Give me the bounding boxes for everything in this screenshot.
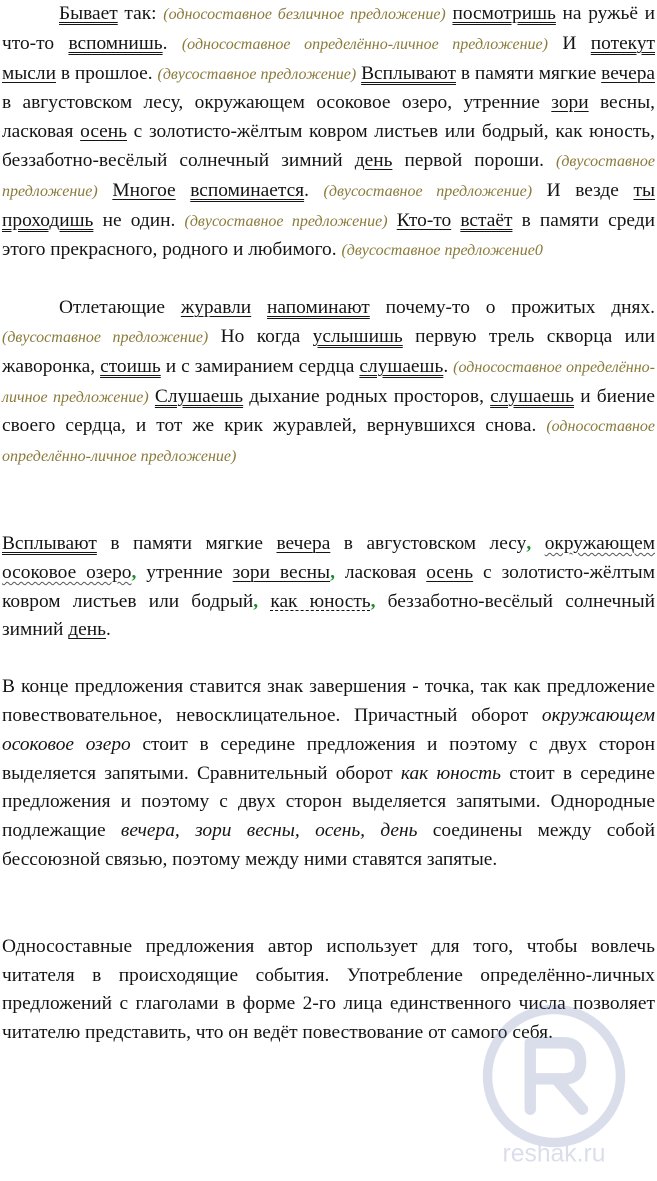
text-run xyxy=(388,210,397,231)
predicate: вспомнишь xyxy=(68,32,163,54)
text-run: первую трель скворца или жаворонка, xyxy=(2,325,655,377)
conclusion-paragraph: Односоставные предложения автор использует для того, чтобы вовлечь читателя в происходящие события. Употребление определённо-личных предложений с глаголами в форме 2-го лица единственного числа позволяет читателю представить, что он ведёт повествование от самого себя. xyxy=(2,935,655,1044)
paragraph-gap xyxy=(2,645,655,673)
subject: Кто-то xyxy=(396,209,452,231)
annotation-note: (двусоставное предложение) xyxy=(2,328,209,346)
paragraph-gap xyxy=(2,472,655,530)
predicate: слушаешь xyxy=(359,355,444,377)
subject: день xyxy=(354,149,393,171)
highlighted-comma: , xyxy=(370,590,376,612)
watermark-text: reshak.ru xyxy=(502,1140,606,1168)
text-run: дыхание родных просторов, xyxy=(243,385,491,407)
text-run: в августовском лесу, окружающем осоковое озеро, утренние xyxy=(2,92,552,114)
text-run: в памяти среди этого прекрасного, родного и любимого. xyxy=(2,209,655,261)
annotation-note: (двусоставное предложение0 xyxy=(341,242,543,260)
text-run: . xyxy=(162,32,182,54)
predicate: вспоминается xyxy=(190,179,305,201)
subject: вечера xyxy=(276,532,331,554)
text-run: . xyxy=(304,179,324,201)
text-run xyxy=(451,210,460,231)
subject: вечера xyxy=(601,62,655,84)
text-run: стоит в середине предложения и поэтому с двух сторон выделяется запятыми. Сравнительный оборот xyxy=(2,733,656,784)
text-run: . xyxy=(106,619,111,641)
subject: ты xyxy=(633,179,655,201)
text-run: не один. xyxy=(93,209,185,231)
highlighted-comma: , xyxy=(526,532,532,554)
text-run: . xyxy=(443,355,454,377)
annotation-note: (односоставное определённо-личное предложение) xyxy=(2,418,655,466)
annotation-note: (двусоставное предложение) xyxy=(2,152,655,200)
predicate: Всплывают xyxy=(2,532,97,554)
text-run: первой пороши. xyxy=(392,149,556,171)
text-run: ласковая xyxy=(334,561,427,583)
highlighted-comma: , xyxy=(253,590,259,612)
predicate: слушаешь xyxy=(490,385,575,407)
predicate: проходишь xyxy=(2,209,94,231)
text-run xyxy=(251,297,267,318)
text-run: в августовском лесу xyxy=(330,532,527,554)
text-run: в памяти мягкие xyxy=(96,532,277,554)
annotation-note: (двусоставное предложение) xyxy=(157,65,357,83)
text-run: в прошлое. xyxy=(55,62,158,84)
text-run: почему-то о прожитых днях. xyxy=(369,297,656,319)
annotation-note: (двусоставное предложение) xyxy=(323,182,533,200)
text-run: так: xyxy=(117,3,164,24)
text-run: весны, ласковая xyxy=(2,92,656,143)
predicate: встаёт xyxy=(460,209,513,231)
subject: зори весны xyxy=(232,561,331,583)
subject: день xyxy=(68,619,106,641)
text-run xyxy=(531,533,544,554)
text-run: В конце предложения ставится знак завершения - точка, так как предложение повествовательное, невосклицательное. Причастный оборот xyxy=(2,676,655,726)
text-run: и с замиранием сердца xyxy=(160,355,360,377)
text-run: беззаботно-весёлый солнечный зимний xyxy=(2,590,655,641)
subject: мысли xyxy=(2,62,56,84)
annotation-note: (односоставное определённо-личное предложение) xyxy=(2,358,655,406)
text-run: стоит в середине предложения и поэтому с двух сторон выделяется запятыми. Однородные подлежащие xyxy=(2,762,656,842)
text-paragraph-1 xyxy=(2,0,655,266)
text-run: на ружьё и что-то xyxy=(2,3,656,54)
comparative-phrase: как юность xyxy=(270,590,371,612)
italic-phrase: окружающем осоковое озеро xyxy=(2,704,655,755)
text-run: Но когда xyxy=(208,325,313,347)
annotation-note: (односоставное безличное предложение) xyxy=(163,6,446,23)
subject: зори xyxy=(551,92,589,114)
text-run: с золотисто-жёлтым ковром листьев или бодрый, как юность, беззаботно-весёлый солнечный зимний xyxy=(2,121,655,171)
predicate: посмотришь xyxy=(452,3,556,24)
text-run: соединены между собой бессоюзной связью, поэтому между ними ставятся запятые. xyxy=(2,820,655,870)
text-run xyxy=(176,180,191,201)
italic-phrase: как юность xyxy=(400,762,501,784)
text-run: Отлетающие xyxy=(59,297,181,319)
subject: Многое xyxy=(112,179,176,201)
predicate: напоминают xyxy=(267,297,370,319)
text-run: И везде xyxy=(532,179,634,201)
text-run xyxy=(258,591,270,612)
document-page xyxy=(2,0,655,1048)
highlighted-comma: , xyxy=(131,561,137,583)
predicate: стоишь xyxy=(100,355,161,377)
highlighted-comma: , xyxy=(330,561,335,583)
annotation-note: (односоставное определённо-личное предложение) xyxy=(181,35,548,53)
text-run: утренние xyxy=(136,561,233,583)
annotation-note: (двусоставное предложение) xyxy=(184,212,388,230)
text-run xyxy=(98,180,113,201)
participial-phrase: окружающем осоковое озеро xyxy=(2,532,655,583)
subject: осень xyxy=(426,561,474,583)
analysis-sentence xyxy=(2,530,655,645)
italic-phrase: вечера, зори весны, осень, день xyxy=(120,820,418,842)
paragraph-gap xyxy=(2,875,655,933)
predicate: Слушаешь xyxy=(154,385,244,407)
text-run: в памяти мягкие xyxy=(455,62,602,84)
text-paragraph-2 xyxy=(2,294,655,472)
subject: журавли xyxy=(180,297,252,319)
text-run: и биение своего сердца, и тот же крик журавлей, вернувшихся снова. xyxy=(2,385,655,437)
predicate: потекут xyxy=(590,32,655,54)
subject: осень xyxy=(80,121,127,143)
explanation-paragraph xyxy=(2,673,655,875)
paragraph-gap xyxy=(2,266,655,294)
text-run: И xyxy=(547,32,591,54)
text-run: с золотисто-жёлтым ковром листьев или бодрый xyxy=(2,561,655,612)
predicate: услышишь xyxy=(312,325,403,347)
predicate: Всплывают xyxy=(361,62,456,84)
predicate: Бывает xyxy=(59,3,118,24)
